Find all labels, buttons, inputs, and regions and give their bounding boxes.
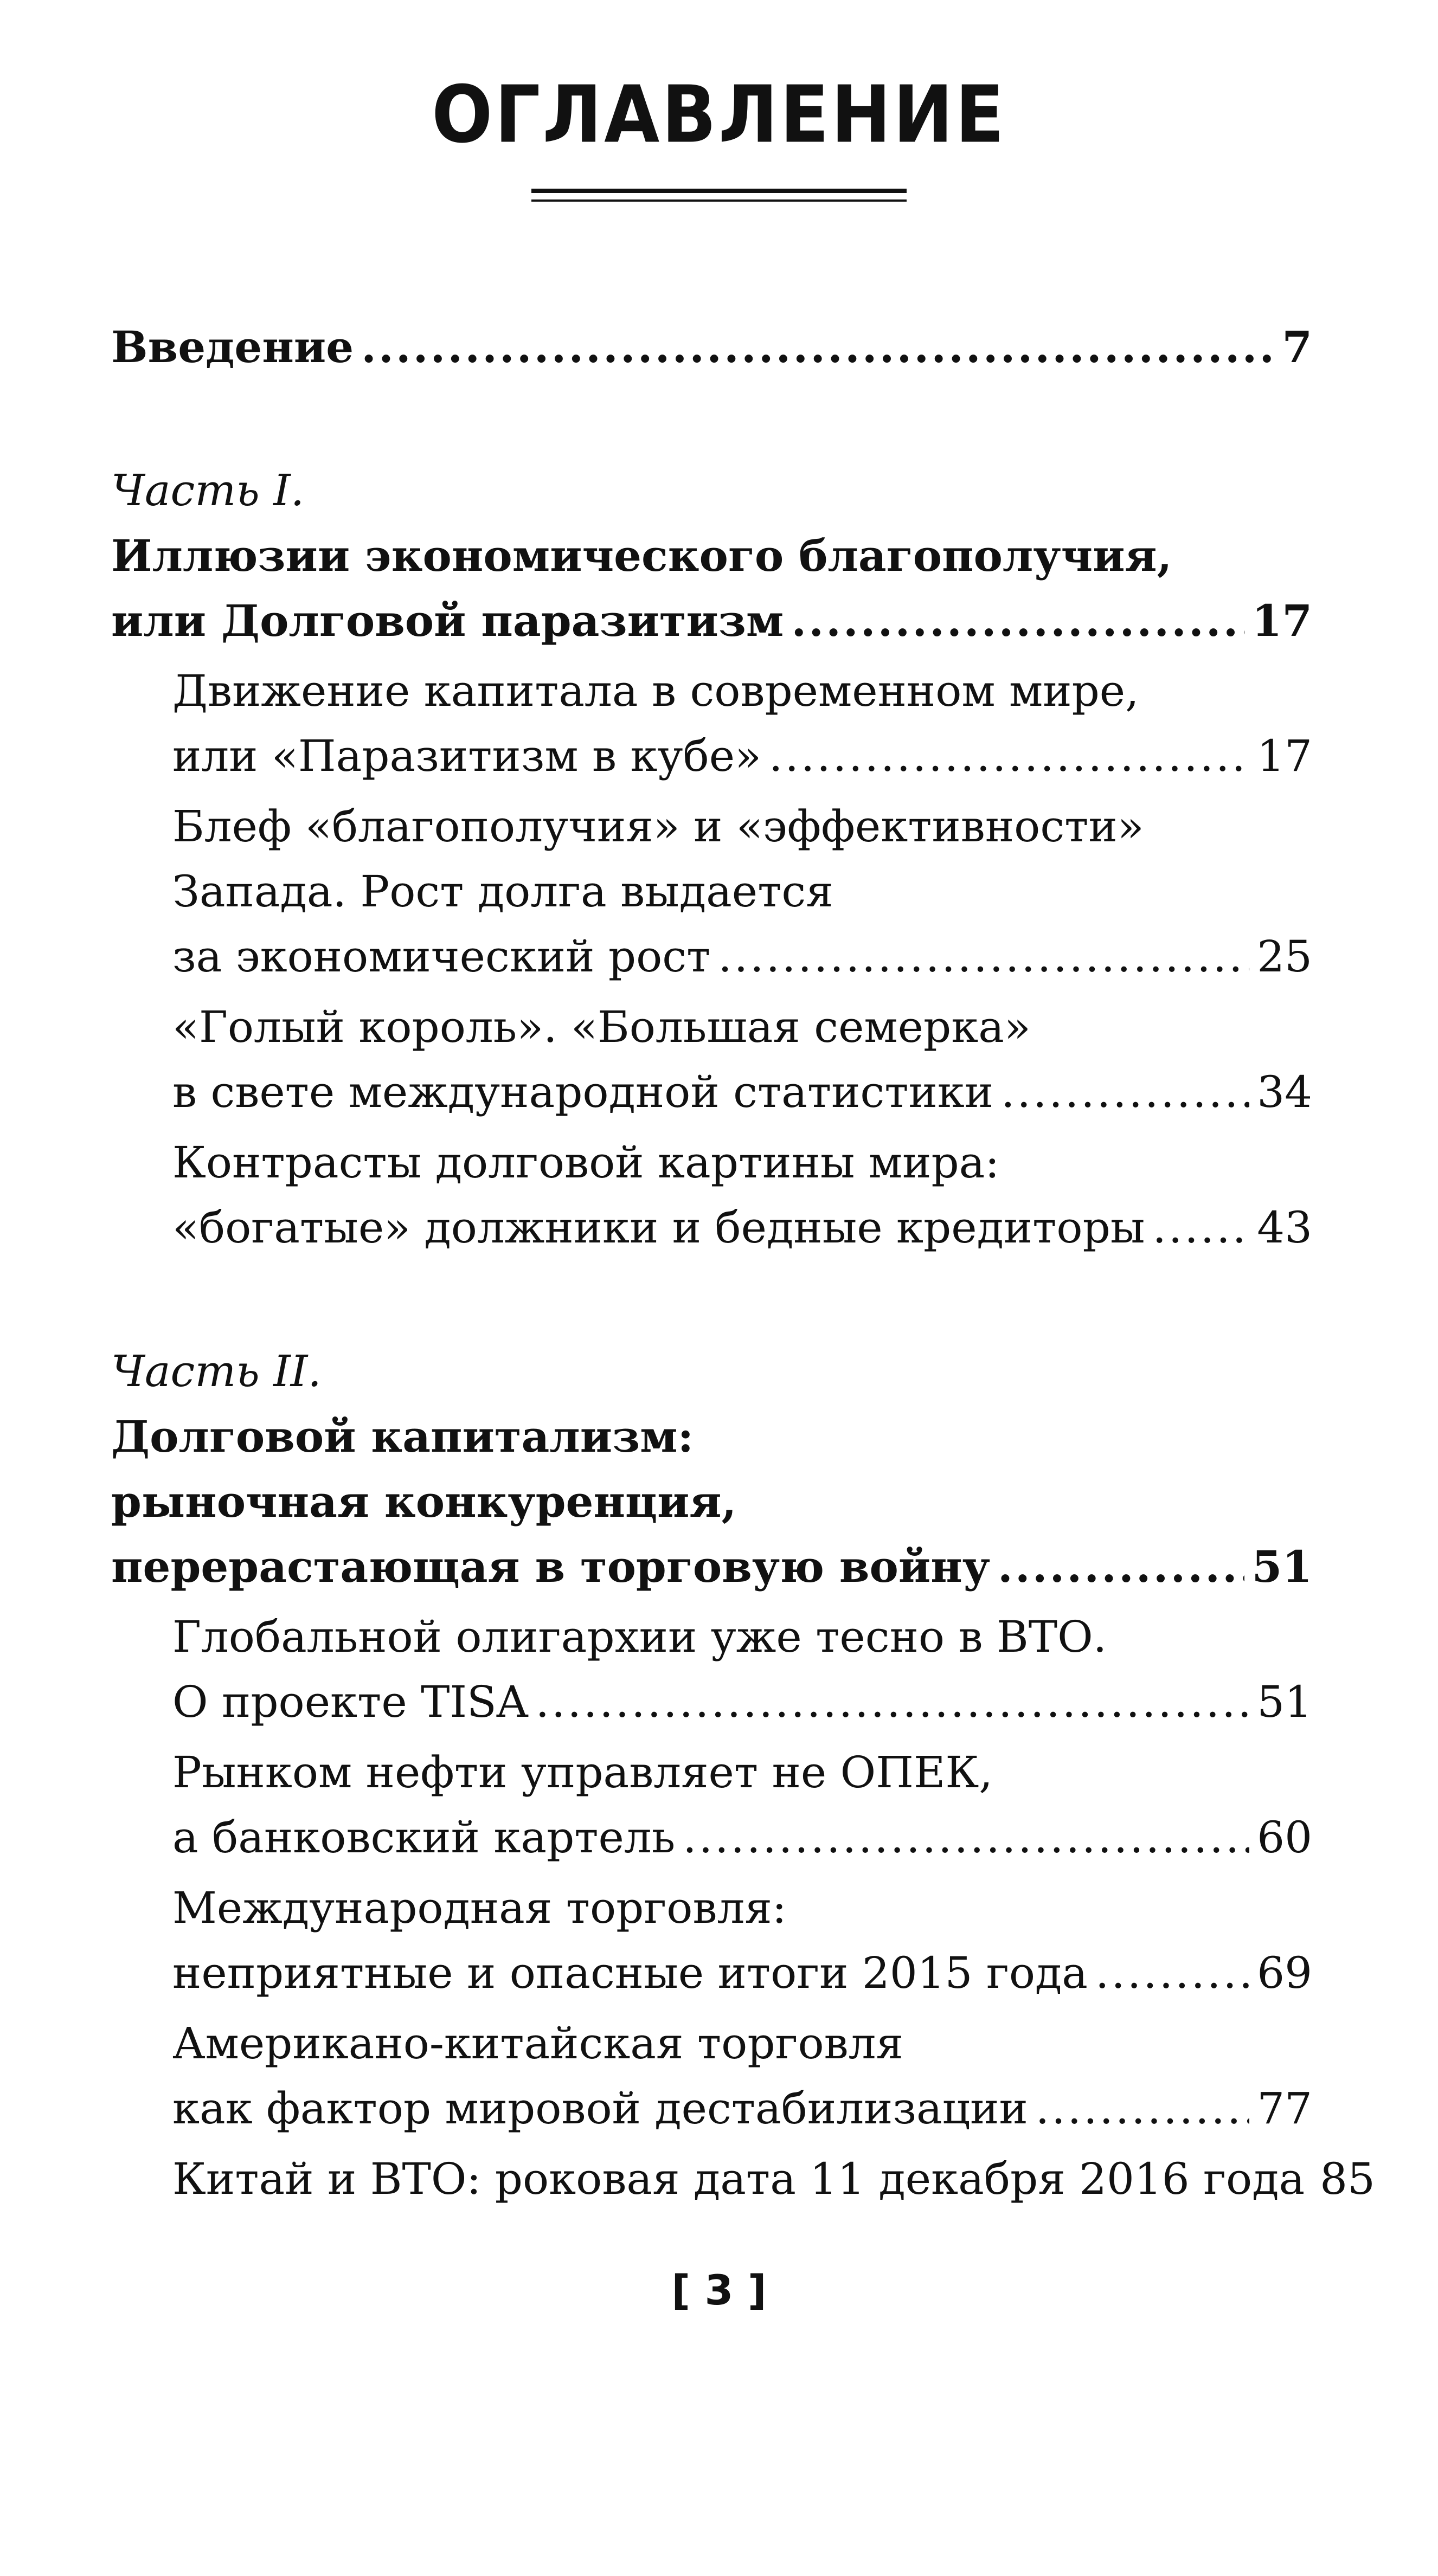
toc-page-number: 17 <box>1251 595 1312 646</box>
part-label: Часть I. <box>111 465 305 516</box>
leader-dots <box>1036 2076 1249 2141</box>
toc-chapter-entry[interactable] <box>172 1195 1312 1260</box>
toc-page-number: 77 <box>1257 2083 1312 2134</box>
part-label: Часть II. <box>111 1346 322 1396</box>
leader-dots <box>1152 1195 1249 1260</box>
chapter-line: «Голый король». «Большая семерка» <box>172 1002 1031 1052</box>
leader-dots <box>718 924 1249 989</box>
toc-page-number: 34 <box>1257 1067 1312 1117</box>
page-number-footer: [ 3 ] <box>671 2266 767 2314</box>
toc-chapter-entry[interactable] <box>172 924 1312 989</box>
chapter-line: как фактор мировой дестабилизации <box>172 2083 1028 2134</box>
leader-dots <box>1001 1060 1249 1125</box>
toc-page-number: 25 <box>1257 931 1312 982</box>
chapter-line: О проекте TISA <box>172 1677 528 1727</box>
chapter-line: Глобальной олигархии уже тесно в ВТО. <box>172 1612 1107 1662</box>
chapter-line: Движение капитала в современном мире, <box>172 666 1139 716</box>
part-title-line: Долговой капитализм: <box>111 1411 694 1462</box>
part-title-line: рыночная конкуренция, <box>111 1476 737 1527</box>
chapter-line: Рынком нефти управляет не ОПЕК, <box>172 1747 993 1798</box>
part-title-line: или Долговой паразитизм <box>111 595 784 646</box>
chapter-line: или «Паразитизм в кубе» <box>172 731 762 781</box>
toc-chapter-entry[interactable] <box>172 1670 1312 1735</box>
toc-page-number: 60 <box>1257 1812 1312 1863</box>
toc-entry-label: Введение <box>111 321 354 372</box>
toc-page-number: 51 <box>1251 1541 1312 1592</box>
toc-page-number: 17 <box>1257 731 1312 781</box>
leader-dots <box>361 314 1274 379</box>
toc-page-number: 69 <box>1257 1948 1312 1998</box>
leader-dots <box>769 724 1249 789</box>
toc-entry-part2[interactable] <box>111 1534 1312 1599</box>
leader-dots <box>683 1805 1249 1870</box>
part-title-line: перерастающая в торговую войну <box>111 1541 990 1592</box>
toc-chapter-entry[interactable] <box>172 1060 1312 1125</box>
chapter-line: Международная торговля: <box>172 1883 787 1933</box>
chapter-line: за экономический рост <box>172 931 711 982</box>
toc-chapter-entry[interactable] <box>172 1941 1312 2006</box>
toc-chapter-entry[interactable] <box>172 724 1312 789</box>
leader-dots <box>536 1670 1250 1735</box>
title-underline-thick <box>531 189 907 193</box>
chapter-line: Контрасты долговой картины мира: <box>172 1137 1000 1188</box>
toc-entry-intro[interactable] <box>111 314 1312 379</box>
part-title-line: Иллюзии экономического благополучия, <box>111 530 1172 581</box>
toc-page-number: 85 <box>1320 2154 1375 2204</box>
chapter-line: в свете международной статистики <box>172 1067 994 1117</box>
toc-page-number: 51 <box>1257 1677 1312 1727</box>
chapter-line: неприятные и опасные итоги 2015 года <box>172 1948 1088 1998</box>
leader-dots <box>791 588 1244 653</box>
leader-dots <box>998 1534 1244 1599</box>
chapter-line: Китай и ВТО: роковая дата 11 декабря 2016 года <box>172 2154 1305 2204</box>
toc-chapter-entry[interactable] <box>172 2147 1375 2212</box>
leader-dots <box>1095 1941 1249 2006</box>
toc-chapter-entry[interactable] <box>172 1805 1312 1870</box>
chapter-line: Американо-китайская торговля <box>172 2018 903 2069</box>
chapter-line: а банковский картель <box>172 1812 676 1863</box>
chapter-line: Запада. Рост долга выдается <box>172 866 833 917</box>
page-title: ОГЛАВЛЕНИЕ <box>432 69 1006 161</box>
toc-chapter-entry[interactable] <box>172 2076 1312 2141</box>
toc-page-number: 7 <box>1282 321 1312 372</box>
toc-entry-part1[interactable] <box>111 588 1312 653</box>
chapter-line: «богатые» должники и бедные кредиторы <box>172 1202 1145 1253</box>
chapter-line: Блеф «благополучия» и «эффективности» <box>172 801 1144 852</box>
toc-page-number: 43 <box>1257 1202 1312 1253</box>
title-underline-thin <box>531 199 907 202</box>
